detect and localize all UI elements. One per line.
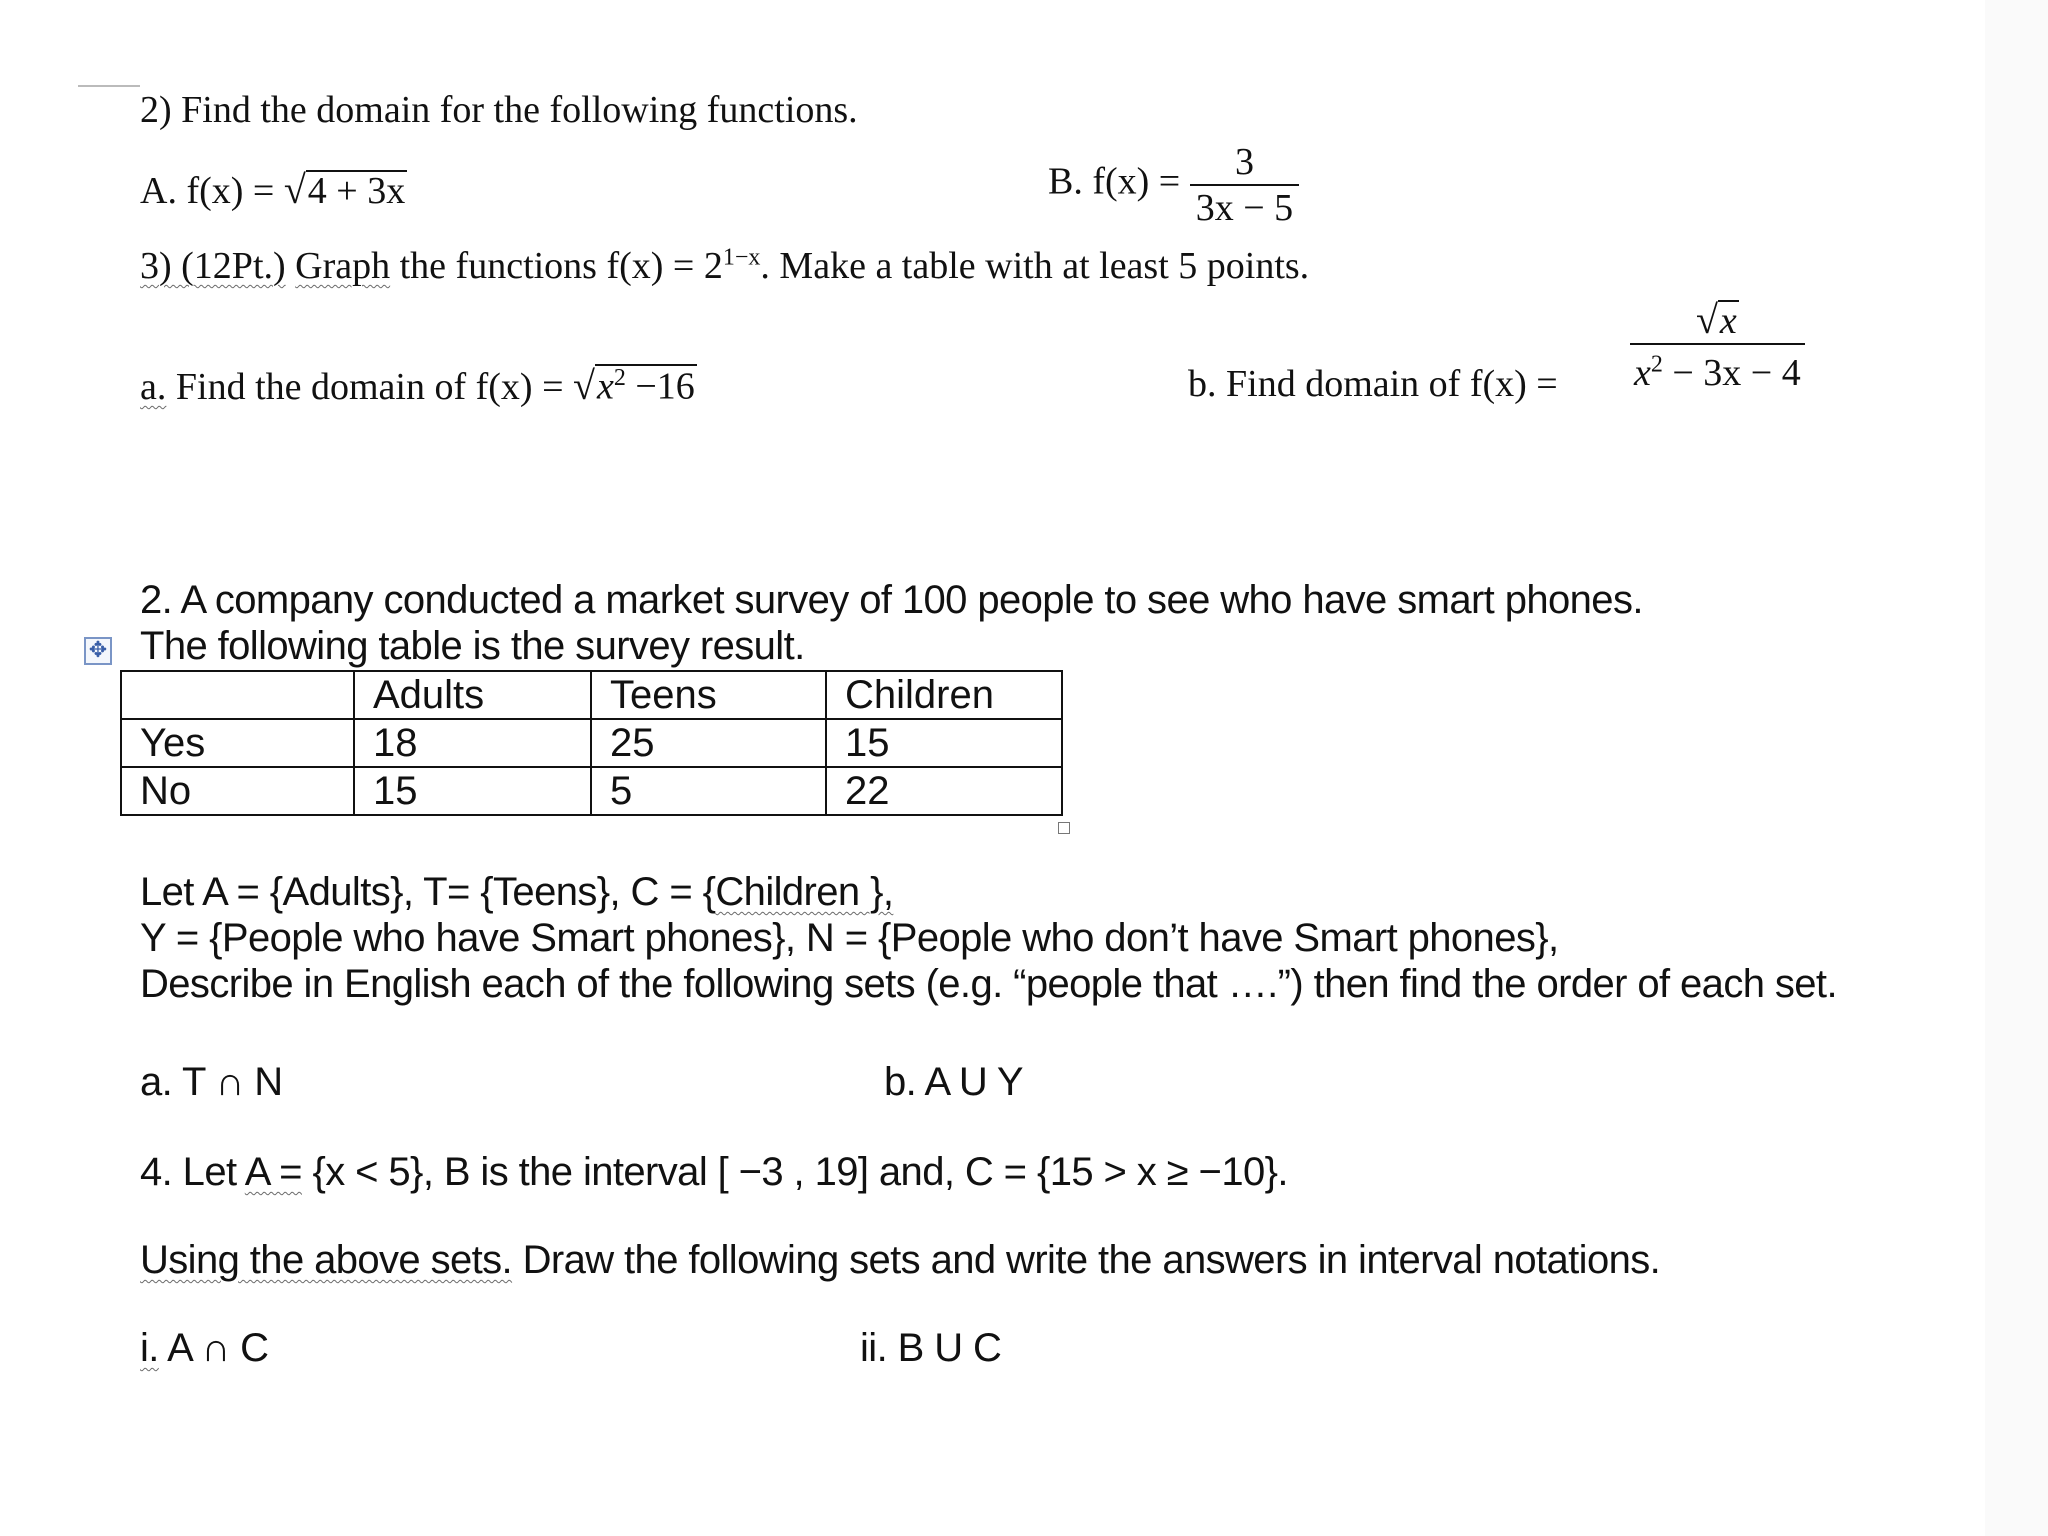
q2-a-radicand: 4 + 3x xyxy=(307,170,406,212)
q3-part-b-fraction xyxy=(1630,296,1805,395)
sqrt-icon: √ xyxy=(283,167,306,212)
q4-using: Using the above sets. xyxy=(140,1238,513,1282)
sqrt-icon: √ xyxy=(1695,297,1718,342)
q4-line xyxy=(140,1150,1288,1195)
q2-heading: 2) Find the domain for the following functions. xyxy=(140,89,858,131)
q2-b-denominator: 3x − 5 xyxy=(1190,184,1299,230)
survey-line-2: The following table is the survey result. xyxy=(140,624,805,668)
table-move-handle-icon[interactable]: ✥ xyxy=(84,637,112,665)
q4-using-rest: Draw the following sets and write the answers in interval notations. xyxy=(512,1238,1661,1282)
q3-exponent: 1−x xyxy=(722,244,761,271)
q4-part-i xyxy=(140,1326,268,1371)
q3-a-label-a: a. xyxy=(140,366,167,408)
q2-part-b xyxy=(1048,140,1299,230)
table-row xyxy=(121,719,1062,767)
let-line-text: Let A = {Adults}, T= {Teens}, C = { xyxy=(140,870,716,914)
q4-rest: {x < 5}, B is the interval [ −3 , 19] and, C = {15 > x ≥ −10}. xyxy=(301,1150,1288,1194)
table-cell: 25 xyxy=(591,719,826,767)
table-cell: 15 xyxy=(354,767,591,815)
table-header-cell: Children xyxy=(826,671,1062,719)
q2-b-label: B. f(x) = xyxy=(1048,160,1181,203)
let-line xyxy=(140,870,893,915)
y-n-line: Y = {People who have Smart phones}, N = {People who don’t have Smart phones}, xyxy=(140,916,1559,960)
table-header-cell: Teens xyxy=(591,671,826,719)
survey-part-b: b. A U Y xyxy=(884,1060,1024,1104)
survey-line-1: 2. A company conducted a market survey of 100 people to see who have smart phones. xyxy=(140,578,1643,622)
q3-a-label-rest: Find the domain of f(x) = xyxy=(166,366,564,408)
describe-line: Describe in English each of the following sets (e.g. “people that ….”) then find the order of each set. xyxy=(140,962,1837,1006)
q3-heading xyxy=(140,244,1309,288)
table-row-label: Yes xyxy=(121,719,354,767)
table-header-cell xyxy=(121,671,354,719)
table-cell: 18 xyxy=(354,719,591,767)
q4-a-eq: A = xyxy=(244,1150,302,1194)
q3-middle: the functions f(x) = 2 xyxy=(390,245,723,287)
sqrt-icon: √ xyxy=(573,363,595,408)
page-margin-shade xyxy=(1985,0,2048,1536)
table-row xyxy=(121,767,1062,815)
q3-b-den-base: x xyxy=(1634,352,1651,394)
q4-part-ii: ii. B U C xyxy=(860,1326,1002,1370)
q3-b-den-exp: 2 xyxy=(1650,351,1663,378)
survey-part-a: a. T ∩ N xyxy=(140,1060,283,1104)
let-line-children: Children }, xyxy=(715,870,894,914)
q3-a-base: x xyxy=(596,366,614,408)
top-rule xyxy=(78,85,140,87)
table-cell: 15 xyxy=(826,719,1062,767)
q2-b-numerator: 3 xyxy=(1234,141,1254,183)
q3-a-exp: 2 xyxy=(613,365,626,392)
q3-b-num-radicand: x xyxy=(1719,300,1737,342)
q2-part-a xyxy=(140,166,407,213)
q3-graph-word: Graph xyxy=(295,245,391,287)
table-resize-handle[interactable] xyxy=(1058,822,1070,834)
q2-a-label: A. f(x) = xyxy=(140,170,275,212)
survey-table xyxy=(120,670,1063,816)
q3-prefix: 3) (12Pt.) xyxy=(140,245,286,287)
q4-part-i-rest: A ∩ C xyxy=(158,1326,269,1370)
q4-prefix: 4. Let xyxy=(140,1150,237,1194)
table-row-label: No xyxy=(121,767,354,815)
q3-b-frac xyxy=(1630,296,1805,395)
table-cell: 22 xyxy=(826,767,1062,815)
q3-b-denominator xyxy=(1630,343,1805,395)
q3-part-b-label: b. Find domain of f(x) = xyxy=(1188,363,1558,405)
table-cell: 5 xyxy=(591,767,826,815)
q3-b-numerator xyxy=(1630,296,1805,343)
q2-b-fraction xyxy=(1190,140,1299,230)
q3-suffix: . Make a table with at least 5 points. xyxy=(760,245,1310,287)
q3-b-den-rest: − 3x − 4 xyxy=(1662,352,1801,394)
q3-a-radicand xyxy=(595,364,697,408)
table-header-cell: Adults xyxy=(354,671,591,719)
q3-part-a xyxy=(140,362,697,409)
q4-using-line xyxy=(140,1238,1660,1283)
table-header-row xyxy=(121,671,1062,719)
q3-a-rest: −16 xyxy=(625,366,695,408)
q4-part-i-label: i. xyxy=(140,1326,159,1370)
